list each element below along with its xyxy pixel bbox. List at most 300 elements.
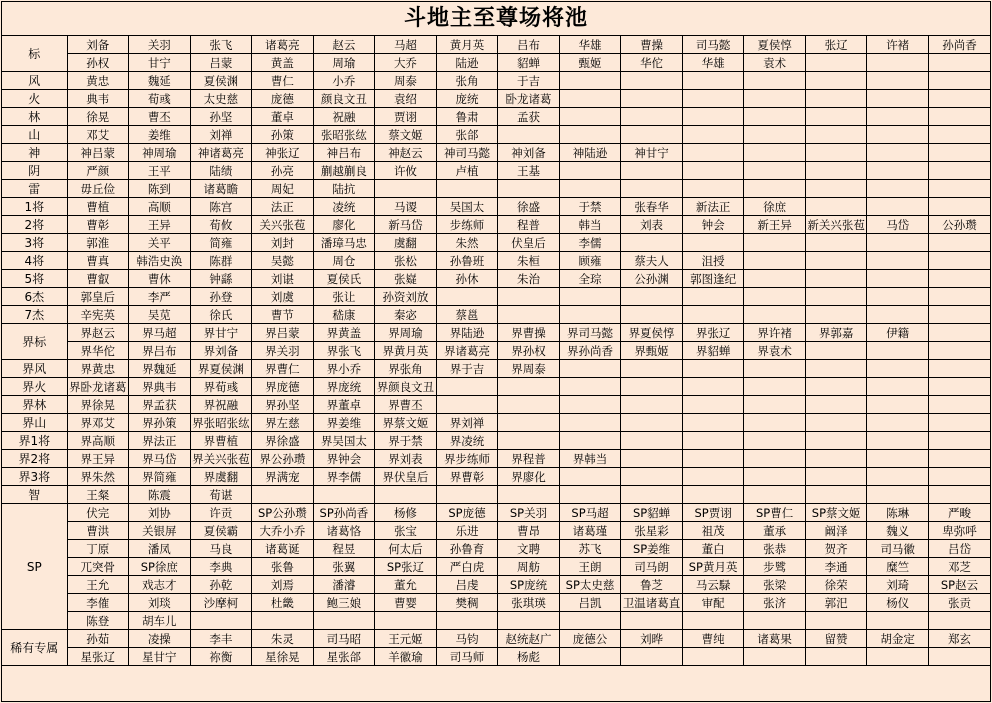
hero-cell: 华雄: [559, 36, 621, 54]
category-label: 界2将: [2, 450, 67, 468]
empty-cell: [805, 342, 867, 360]
hero-cell: 曹彰: [67, 216, 129, 234]
hero-cell: 诸葛诞: [252, 540, 314, 558]
empty-cell: [805, 108, 867, 126]
hero-cell: 界曹彰: [436, 468, 498, 486]
hero-cell: 界赵云: [67, 324, 129, 342]
hero-cell: 刘琦: [867, 576, 929, 594]
hero-cell: 太史慈: [190, 90, 252, 108]
hero-cell: SP庞德: [436, 504, 498, 522]
category-label: 界林: [2, 396, 67, 414]
hero-cell: 界邓艾: [67, 414, 129, 432]
table-row: [2, 162, 990, 180]
hero-cell: 孟获: [498, 108, 560, 126]
hero-cell: 神周瑜: [129, 144, 191, 162]
empty-cell: [744, 90, 806, 108]
hero-cell: 庞统: [436, 90, 498, 108]
hero-cell: 曹仁: [252, 72, 314, 90]
hero-cell: 华雄: [682, 54, 744, 72]
hero-cell: 黄忠: [67, 72, 129, 90]
hero-cell: 新马岱: [375, 216, 437, 234]
empty-cell: [744, 306, 806, 324]
hero-cell: SP关羽: [498, 504, 560, 522]
empty-cell: [682, 90, 744, 108]
empty-cell: [805, 90, 867, 108]
table-row: [2, 72, 990, 90]
hero-cell: 甄姬: [559, 54, 621, 72]
hero-cell: 李严: [129, 288, 191, 306]
hero-cell: 孙鲁育: [436, 540, 498, 558]
hero-cell: 秦宓: [375, 306, 437, 324]
hero-cell: 法正: [252, 198, 314, 216]
empty-cell: [928, 198, 990, 216]
hero-cell: 潘凤: [129, 540, 191, 558]
hero-cell: 界吴国太: [313, 432, 375, 450]
empty-cell: [559, 486, 621, 504]
table-row: [2, 378, 990, 396]
hero-cell: 界张辽: [682, 324, 744, 342]
hero-cell: 夏侯氏: [313, 270, 375, 288]
hero-cell: 夏侯惇: [744, 36, 806, 54]
hero-cell: 张琪瑛: [498, 594, 560, 612]
hero-cell: 界孟获: [129, 396, 191, 414]
empty-cell: [682, 234, 744, 252]
category-label: 雷: [2, 180, 67, 198]
hero-cell: 徐盛: [498, 198, 560, 216]
hero-cell: 陆逊: [436, 54, 498, 72]
empty-cell: [867, 648, 929, 666]
category-label: 林: [2, 108, 67, 126]
hero-cell: 周泰: [375, 72, 437, 90]
empty-cell: [867, 360, 929, 378]
hero-cell: 曹叡: [67, 270, 129, 288]
table-row: [2, 324, 990, 342]
hero-cell: 界陆逊: [436, 324, 498, 342]
table-row: [2, 486, 990, 504]
hero-cell: 界颜良文丑: [375, 378, 437, 396]
empty-cell: [928, 414, 990, 432]
hero-cell: 典韦: [67, 90, 129, 108]
category-label: 稀有专属: [2, 630, 67, 666]
hero-cell: 顾雍: [559, 252, 621, 270]
hero-cell: 神吕蒙: [67, 144, 129, 162]
empty-cell: [436, 612, 498, 630]
hero-cell: 张贡: [928, 594, 990, 612]
hero-cell: 赵统赵广: [498, 630, 560, 648]
empty-cell: [805, 54, 867, 72]
hero-cell: 界张昭张纮: [190, 414, 252, 432]
category-label: 风: [2, 72, 67, 90]
hero-cell: SP黄月英: [682, 558, 744, 576]
empty-cell: [928, 468, 990, 486]
hero-cell: 司马昭: [313, 630, 375, 648]
empty-cell: [744, 396, 806, 414]
empty-cell: [744, 468, 806, 486]
empty-cell: [682, 414, 744, 432]
hero-cell: 荀彧: [129, 90, 191, 108]
empty-cell: [498, 126, 560, 144]
hero-cell: 孙鲁班: [436, 252, 498, 270]
category-label: 6杰: [2, 288, 67, 306]
hero-cell: 曹婴: [375, 594, 437, 612]
hero-cell: 王允: [67, 576, 129, 594]
empty-cell: [436, 378, 498, 396]
empty-cell: [805, 72, 867, 90]
hero-cell: 诸葛恪: [313, 522, 375, 540]
hero-cell: 刘禅: [190, 126, 252, 144]
empty-cell: [805, 468, 867, 486]
empty-cell: [867, 72, 929, 90]
empty-cell: [928, 144, 990, 162]
category-label: 标: [2, 36, 67, 72]
empty-cell: [928, 126, 990, 144]
empty-cell: [436, 486, 498, 504]
empty-cell: [498, 288, 560, 306]
hero-cell: 界庞德: [252, 378, 314, 396]
hero-cell: 魏义: [867, 522, 929, 540]
empty-cell: [621, 612, 683, 630]
table-row: [2, 252, 990, 270]
empty-cell: [744, 72, 806, 90]
hero-cell: 杨仪: [867, 594, 929, 612]
empty-cell: [682, 396, 744, 414]
hero-cell: 张昭张纮: [313, 126, 375, 144]
hero-cell: 孙登: [190, 288, 252, 306]
hero-cell: 李傕: [67, 594, 129, 612]
empty-cell: [498, 612, 560, 630]
empty-cell: [313, 612, 375, 630]
hero-cell: 袁术: [744, 54, 806, 72]
hero-cell: 刘表: [621, 216, 683, 234]
hero-cell: 留赞: [805, 630, 867, 648]
hero-cell: 步骘: [744, 558, 806, 576]
empty-cell: [682, 450, 744, 468]
hero-cell: 伏皇后: [498, 234, 560, 252]
empty-cell: [682, 72, 744, 90]
hero-cell: 于吉: [498, 72, 560, 90]
empty-cell: [928, 180, 990, 198]
empty-cell: [621, 162, 683, 180]
empty-cell: [867, 270, 929, 288]
empty-cell: [559, 468, 621, 486]
empty-cell: [744, 234, 806, 252]
table-row: [2, 126, 990, 144]
table-row: [2, 180, 990, 198]
hero-cell: 马岱: [867, 216, 929, 234]
empty-cell: [559, 306, 621, 324]
hero-cell: 马超: [375, 36, 437, 54]
hero-cell: 王基: [498, 162, 560, 180]
hero-cell: 界步练师: [436, 450, 498, 468]
hero-cell: 吕虔: [436, 576, 498, 594]
hero-cell: 胡金定: [867, 630, 929, 648]
hero-cell: 张郃: [436, 126, 498, 144]
empty-cell: [867, 306, 929, 324]
hero-cell: 界韩当: [559, 450, 621, 468]
hero-cell: 嵇康: [313, 306, 375, 324]
hero-cell: 界魏延: [129, 360, 191, 378]
hero-cell: 沙摩柯: [190, 594, 252, 612]
hero-cell: 郑玄: [928, 630, 990, 648]
empty-cell: [621, 378, 683, 396]
hero-cell: 张嶷: [375, 270, 437, 288]
hero-cell: 貂蝉: [498, 54, 560, 72]
hero-cell: 界孙尚香: [559, 342, 621, 360]
empty-cell: [559, 360, 621, 378]
hero-cell: 界郭嘉: [805, 324, 867, 342]
hero-cell: 刘晔: [621, 630, 683, 648]
hero-cell: SP马超: [559, 504, 621, 522]
empty-cell: [805, 162, 867, 180]
empty-cell: [498, 378, 560, 396]
hero-cell: 祢衡: [190, 648, 252, 666]
empty-cell: [928, 108, 990, 126]
hero-cell: 公孙渊: [621, 270, 683, 288]
hero-cell: 曹节: [252, 306, 314, 324]
hero-cell: 钟繇: [190, 270, 252, 288]
hero-cell: 吕岱: [928, 540, 990, 558]
hero-cell: 程昱: [313, 540, 375, 558]
empty-cell: [867, 234, 929, 252]
hero-cell: 吕布: [498, 36, 560, 54]
hero-cell: 陈到: [129, 180, 191, 198]
empty-cell: [436, 288, 498, 306]
table-row: [2, 360, 990, 378]
hero-cell: 吴国太: [436, 198, 498, 216]
empty-cell: [190, 612, 252, 630]
hero-cell: 界许褚: [744, 324, 806, 342]
empty-cell: [928, 288, 990, 306]
empty-cell: [375, 180, 437, 198]
hero-cell: 关兴张苞: [252, 216, 314, 234]
hero-cell: 程普: [498, 216, 560, 234]
hero-cell: 界黄月英: [375, 342, 437, 360]
category-label: 3将: [2, 234, 67, 252]
hero-cell: 孙坚: [190, 108, 252, 126]
hero-cell: 界于禁: [375, 432, 437, 450]
hero-cell: 张角: [436, 72, 498, 90]
table-row: [2, 540, 990, 558]
hero-cell: 张恭: [744, 540, 806, 558]
empty-cell: [805, 306, 867, 324]
hero-cell: SP赵云: [928, 576, 990, 594]
hero-cell: 小乔: [313, 72, 375, 90]
hero-cell: 吴苋: [129, 306, 191, 324]
hero-cell: 界张角: [375, 360, 437, 378]
empty-cell: [436, 396, 498, 414]
hero-pool-body: [2, 36, 990, 666]
empty-cell: [805, 126, 867, 144]
category-label: 阴: [2, 162, 67, 180]
empty-cell: [805, 432, 867, 450]
hero-cell: 吕蒙: [190, 54, 252, 72]
hero-cell: 陈群: [190, 252, 252, 270]
hero-cell: 严畯: [928, 504, 990, 522]
pool-sheet: [1, 1, 991, 702]
hero-cell: 李典: [190, 558, 252, 576]
empty-cell: [867, 162, 929, 180]
category-label: 1将: [2, 198, 67, 216]
empty-cell: [744, 252, 806, 270]
hero-cell: 王粲: [67, 486, 129, 504]
empty-cell: [621, 396, 683, 414]
empty-cell: [867, 144, 929, 162]
hero-cell: 关羽: [129, 36, 191, 54]
hero-cell: 神司马懿: [436, 144, 498, 162]
empty-cell: [682, 486, 744, 504]
empty-cell: [682, 108, 744, 126]
empty-cell: [867, 288, 929, 306]
hero-cell: 夏侯霸: [190, 522, 252, 540]
hero-cell: 王异: [129, 216, 191, 234]
hero-cell: 陆绩: [190, 162, 252, 180]
table-row: [2, 216, 990, 234]
empty-cell: [559, 378, 621, 396]
empty-cell: [928, 162, 990, 180]
empty-cell: [375, 612, 437, 630]
hero-cell: 界满宠: [252, 468, 314, 486]
empty-cell: [928, 486, 990, 504]
empty-cell: [498, 306, 560, 324]
hero-cell: 郭淮: [67, 234, 129, 252]
hero-cell: 朱灵: [252, 630, 314, 648]
empty-cell: [928, 648, 990, 666]
empty-cell: [621, 288, 683, 306]
empty-cell: [805, 234, 867, 252]
empty-cell: [867, 126, 929, 144]
hero-cell: 界华佗: [67, 342, 129, 360]
hero-cell: 界张飞: [313, 342, 375, 360]
category-label: 界火: [2, 378, 67, 396]
hero-cell: 界李儒: [313, 468, 375, 486]
hero-cell: 界孙坚: [252, 396, 314, 414]
empty-cell: [621, 108, 683, 126]
hero-cell: 王朗: [559, 558, 621, 576]
hero-cell: 刘虞: [252, 288, 314, 306]
empty-cell: [867, 180, 929, 198]
hero-cell: 李通: [805, 558, 867, 576]
hero-cell: 界孙权: [498, 342, 560, 360]
table-row: [2, 270, 990, 288]
table-row: [2, 342, 990, 360]
hero-cell: 廖化: [313, 216, 375, 234]
hero-cell: 周瑜: [313, 54, 375, 72]
table-row: [2, 288, 990, 306]
hero-cell: 步练师: [436, 216, 498, 234]
hero-cell: 界貂蝉: [682, 342, 744, 360]
hero-cell: 阚泽: [805, 522, 867, 540]
hero-cell: 大乔小乔: [252, 522, 314, 540]
hero-cell: 蔡邕: [436, 306, 498, 324]
empty-cell: [928, 72, 990, 90]
hero-cell: 界司马懿: [559, 324, 621, 342]
hero-cell: 界左慈: [252, 414, 314, 432]
hero-cell: 蔡夫人: [621, 252, 683, 270]
table-row: [2, 306, 990, 324]
hero-cell: 神吕布: [313, 144, 375, 162]
hero-cell: 界马超: [129, 324, 191, 342]
hero-cell: 界诸葛亮: [436, 342, 498, 360]
hero-cell: 星张郃: [313, 648, 375, 666]
hero-cell: 潘濬: [313, 576, 375, 594]
hero-cell: 界蔡文姬: [375, 414, 437, 432]
empty-cell: [744, 486, 806, 504]
hero-cell: 陈宫: [190, 198, 252, 216]
empty-cell: [867, 432, 929, 450]
empty-cell: [805, 396, 867, 414]
hero-cell: 张宝: [375, 522, 437, 540]
hero-cell: 韩浩史涣: [129, 252, 191, 270]
hero-cell: 苏飞: [559, 540, 621, 558]
table-row: [2, 630, 990, 648]
hero-cell: 界黄忠: [67, 360, 129, 378]
empty-cell: [805, 288, 867, 306]
hero-cell: 许褚: [867, 36, 929, 54]
table-row: [2, 594, 990, 612]
category-label: 智: [2, 486, 67, 504]
empty-cell: [867, 252, 929, 270]
hero-cell: 郭皇后: [67, 288, 129, 306]
hero-cell: 张辽: [805, 36, 867, 54]
hero-cell: 乐进: [436, 522, 498, 540]
hero-cell: 徐氏: [190, 306, 252, 324]
category-label: 界标: [2, 324, 67, 360]
empty-cell: [621, 468, 683, 486]
empty-cell: [867, 108, 929, 126]
hero-cell: 司马懿: [682, 36, 744, 54]
hero-cell: 界高顺: [67, 432, 129, 450]
hero-cell: 界曹丕: [375, 396, 437, 414]
hero-cell: 诸葛瞻: [190, 180, 252, 198]
hero-cell: 周妃: [252, 180, 314, 198]
hero-cell: 曹植: [67, 198, 129, 216]
hero-cell: 界祝融: [190, 396, 252, 414]
empty-cell: [867, 414, 929, 432]
empty-cell: [559, 162, 621, 180]
hero-cell: 夏侯渊: [190, 72, 252, 90]
hero-cell: 钟会: [682, 216, 744, 234]
empty-cell: [559, 126, 621, 144]
empty-cell: [805, 144, 867, 162]
hero-cell: 孙乾: [190, 576, 252, 594]
empty-cell: [928, 54, 990, 72]
hero-cell: 潘璋马忠: [313, 234, 375, 252]
category-label: 界1将: [2, 432, 67, 450]
empty-cell: [621, 450, 683, 468]
empty-cell: [744, 450, 806, 468]
sheet-title: 斗地主至尊场将池: [2, 2, 990, 36]
empty-cell: [928, 360, 990, 378]
hero-cell: 界吕蒙: [252, 324, 314, 342]
empty-cell: [867, 342, 929, 360]
hero-cell: 贺齐: [805, 540, 867, 558]
empty-cell: [805, 648, 867, 666]
empty-cell: [867, 486, 929, 504]
category-label: 5将: [2, 270, 67, 288]
hero-cell: 华佗: [621, 54, 683, 72]
empty-cell: [867, 378, 929, 396]
hero-cell: 戏志才: [129, 576, 191, 594]
hero-cell: 严白虎: [436, 558, 498, 576]
hero-cell: 羊徽瑜: [375, 648, 437, 666]
empty-cell: [682, 126, 744, 144]
hero-cell: 马钧: [436, 630, 498, 648]
hero-cell: 马良: [190, 540, 252, 558]
hero-cell: 界廖化: [498, 468, 560, 486]
empty-cell: [621, 126, 683, 144]
hero-cell: 徐荣: [805, 576, 867, 594]
hero-cell: 蒯越蒯良: [313, 162, 375, 180]
